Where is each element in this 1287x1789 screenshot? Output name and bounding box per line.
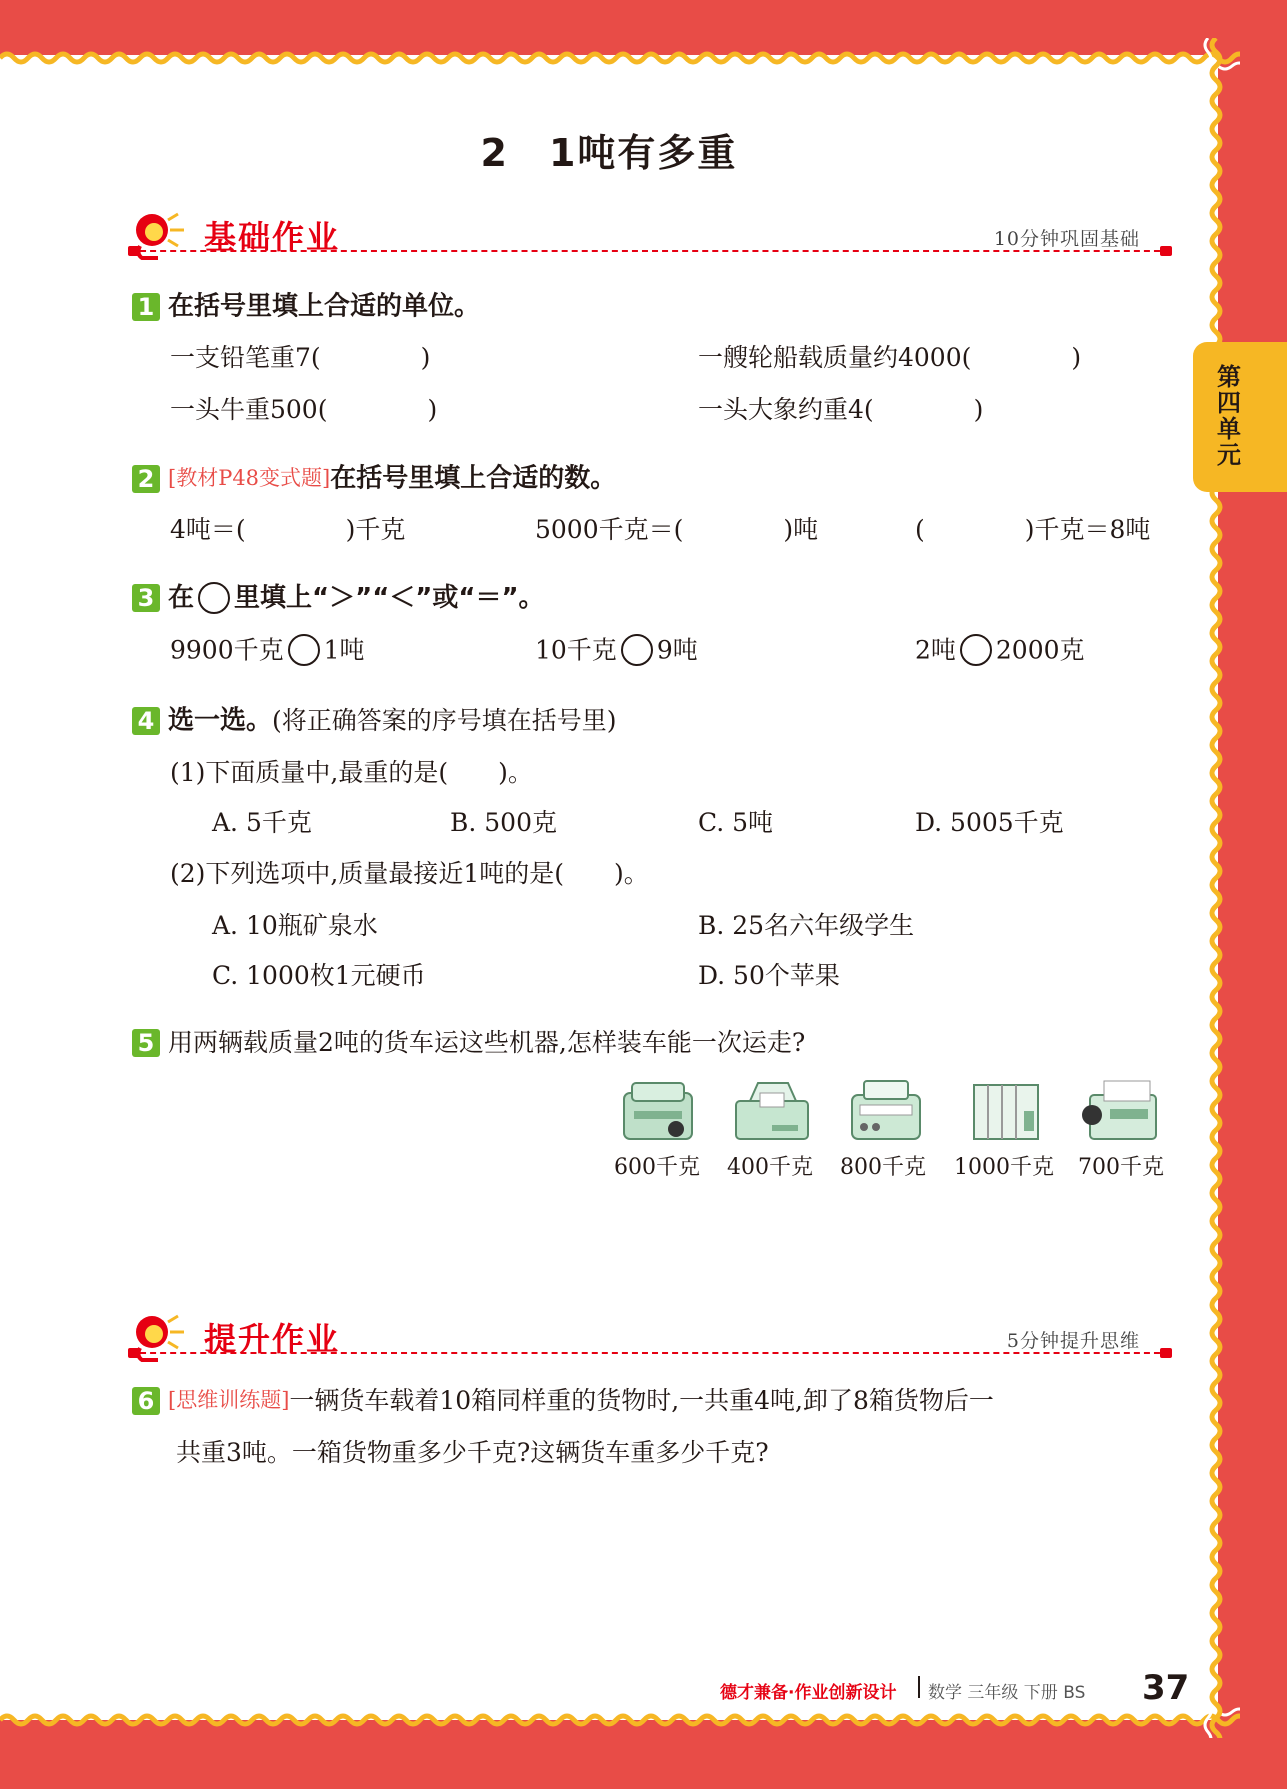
question-number: 3 [132, 584, 160, 612]
question-tag: [思维训练题] [168, 1388, 290, 1412]
wavy-border-top [0, 38, 1240, 78]
question-prompt-a: 在 [168, 583, 195, 613]
q4-option: A. 10瓶矿泉水 [212, 911, 378, 940]
machine-image [966, 1075, 1046, 1145]
q1-item: 一艘轮船载质量约4000( ) [698, 343, 1082, 372]
q3-right: 9吨 [656, 635, 698, 665]
machine-weight: 400千克 [727, 1155, 813, 1180]
q4-option: D. 50个苹果 [698, 961, 840, 990]
section-advanced-note: 5分钟提升思维 [1006, 1330, 1140, 1352]
q3-item [535, 634, 698, 666]
section-divider [130, 250, 1170, 254]
footer-brand: 德才兼备·作业创新设计 [720, 1683, 897, 1703]
question-number: 5 [132, 1029, 160, 1057]
question-3 [132, 582, 545, 614]
q4-option: D. 5005千克 [915, 808, 1064, 837]
machine-image [732, 1075, 812, 1145]
machine-weight: 1000千克 [954, 1155, 1054, 1180]
question-tag: [教材P48变式题] [168, 466, 331, 490]
section-divider [130, 1352, 1170, 1356]
footer-divider [918, 1676, 920, 1698]
section-advanced-header [130, 1308, 1170, 1364]
q3-item [915, 634, 1085, 666]
machine-image [846, 1075, 926, 1145]
machine-weight: 700千克 [1078, 1155, 1164, 1180]
footer-info: 数学 三年级 下册 BS [928, 1683, 1086, 1703]
wavy-border-bottom [0, 1700, 1240, 1740]
question-line-1: 一辆货车载着10箱同样重的货物时,一共重4吨,卸了8箱货物后一 [289, 1386, 994, 1415]
q4-option: B. 25名六年级学生 [698, 911, 915, 940]
q3-left: 10千克 [535, 635, 617, 665]
q2-item: 4吨＝( )千克 [170, 515, 406, 544]
question-number: 4 [132, 707, 160, 735]
question-prompt: 在括号里填上合适的数。 [330, 463, 617, 494]
section-basic-note: 10分钟巩固基础 [993, 228, 1140, 250]
q1-item: 一头牛重500( ) [170, 395, 438, 424]
page-title: 2 1吨有多重 [480, 131, 738, 175]
question-prompt-b: 里填上“＞”“＜”或“＝”。 [234, 583, 545, 613]
question-6 [132, 1386, 994, 1415]
compare-circle[interactable] [960, 634, 992, 666]
compare-circle[interactable] [288, 634, 320, 666]
page-number: 37 [1142, 1668, 1190, 1708]
question-1 [132, 292, 480, 321]
question-hint: (将正确答案的序号填在括号里) [272, 706, 617, 735]
q2-item: ( )千克＝8吨 [915, 515, 1151, 544]
machine-weight: 800千克 [840, 1155, 926, 1180]
unit-tab [1193, 342, 1287, 492]
machine-image [618, 1075, 698, 1145]
machine-image [1080, 1075, 1160, 1145]
question-5 [132, 1028, 805, 1057]
q1-item: 一头大象约重4( ) [698, 395, 984, 424]
unit-tab-label: 第四单元 [1217, 363, 1241, 469]
q3-item [170, 634, 365, 666]
question-2 [132, 464, 616, 493]
section-basic-header [130, 206, 1170, 262]
q3-left: 9900千克 [170, 635, 284, 665]
q4-stem: (2)下列选项中,质量最接近1吨的是( )。 [170, 859, 649, 888]
question-prompt: 在括号里填上合适的单位。 [168, 291, 481, 322]
q3-right: 1吨 [323, 635, 365, 665]
q1-item: 一支铅笔重7( ) [170, 343, 431, 372]
section-basic-title: 基础作业 [204, 218, 341, 256]
question-number: 2 [132, 465, 160, 493]
question-number: 1 [132, 293, 160, 321]
compare-circle [198, 582, 230, 614]
question-4 [132, 706, 617, 735]
q2-item: 5000千克＝( )吨 [535, 515, 819, 544]
q3-right: 2000克 [995, 635, 1085, 665]
section-advanced-title: 提升作业 [204, 1320, 341, 1358]
q4-option: B. 500克 [450, 808, 557, 837]
question-prompt: 用两辆载质量2吨的货车运这些机器,怎样装车能一次运走? [168, 1028, 806, 1057]
question-number: 6 [132, 1387, 160, 1415]
q4-option: C. 5吨 [698, 808, 774, 837]
q4-stem: (1)下面质量中,最重的是( )。 [170, 758, 533, 787]
q3-left: 2吨 [915, 635, 956, 665]
question-line-2: 共重3吨。一箱货物重多少千克?这辆货车重多少千克? [176, 1438, 769, 1467]
q4-option: C. 1000枚1元硬币 [212, 961, 426, 990]
q4-option: A. 5千克 [212, 808, 312, 837]
question-prompt: 选一选。 [168, 705, 273, 736]
machine-weight: 600千克 [614, 1155, 700, 1180]
wavy-border-right [1196, 38, 1236, 1738]
compare-circle[interactable] [621, 634, 653, 666]
